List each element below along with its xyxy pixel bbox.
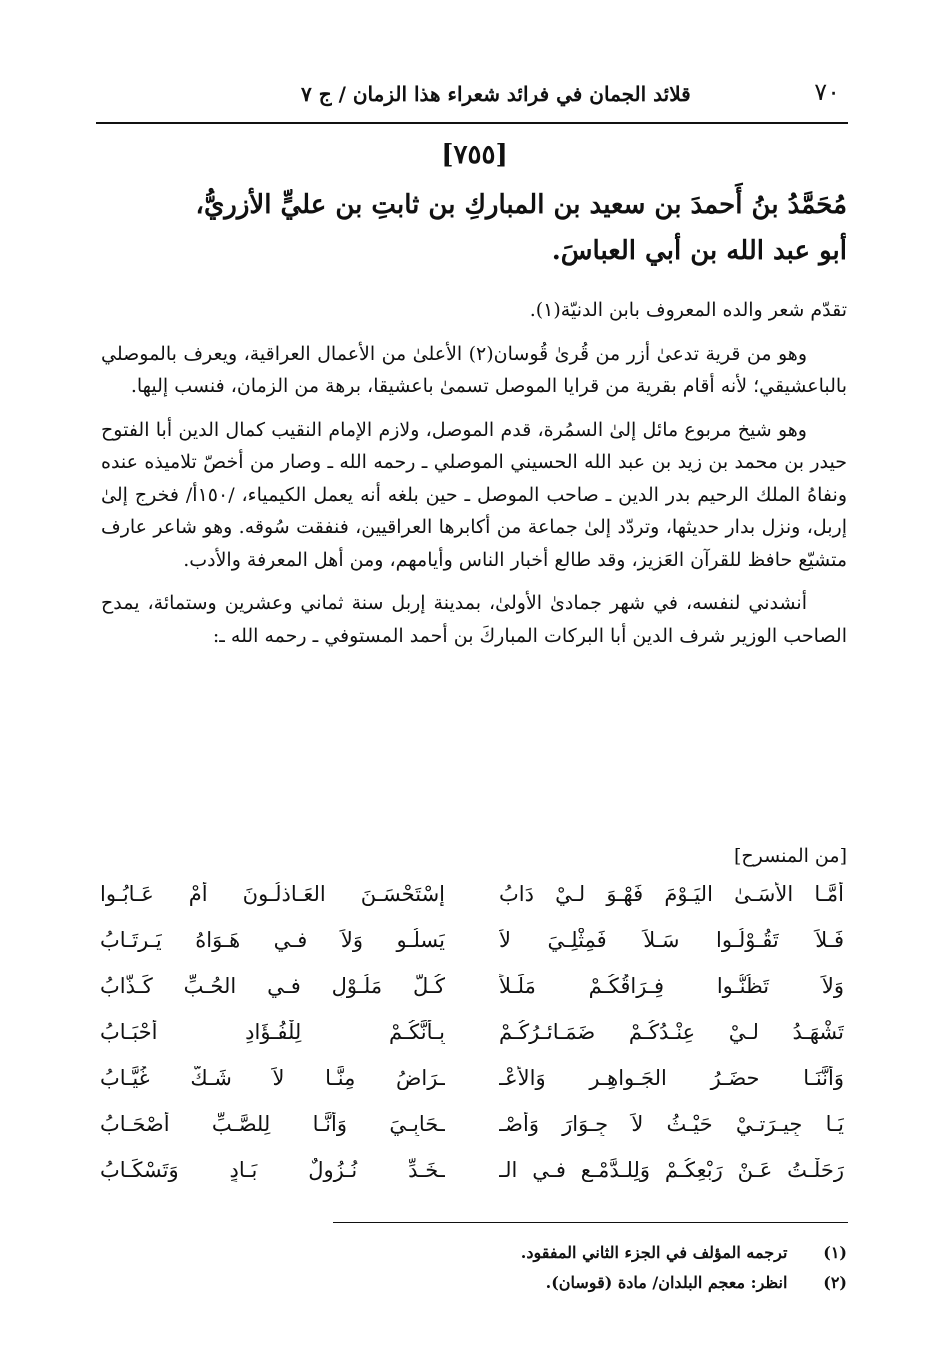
verse-first-hemistich: رَحَلْـتُ عَـنْ رَبْعِكُـمْ وَلِلـدَّمْـعِ فـي الـ <box>499 1158 844 1182</box>
verse <box>96 882 848 928</box>
entry-name-line-1: مُحَمَّدُ بنُ أَحمدَ بن سعيد بن المباركِ بن ثابتِ بن عليٍّ الأزريُّ، <box>195 190 847 220</box>
footnote-mark: (٢) <box>823 1273 847 1292</box>
poem-meter: [من المنسرح] <box>734 845 847 867</box>
footnote <box>101 1268 847 1298</box>
footnote-text: انظر: معجم البلدان/ مادة (قوسان). <box>545 1273 788 1292</box>
paragraph-2: وهو من قرية تدعىٰ أزر من قُرىٰ قُوسان(٢) الأعلىٰ من الأعمال العراقية، ويعرف بالموصلي بالباعشيقي؛ لأنه أقام بقرية من قرايا الموصل تسمىٰ باعشيقا، برهة من الزمان، فنسب إليها. <box>101 342 847 397</box>
footnote-mark: (١) <box>823 1243 847 1262</box>
page-number: ٧٠ <box>814 78 840 106</box>
verse-first-hemistich: فَـلاَ تَقُـوْلُـوا سَـلاَ فَمِثْلِـيَ لاَ <box>499 928 844 952</box>
verse-second-hemistich: يَسلُـو وَلاَ فـي هَـوَاهُ يَـرتَـابُ <box>100 928 445 952</box>
verse <box>96 928 848 974</box>
verse <box>96 1020 848 1066</box>
header-rule <box>96 122 848 124</box>
verse-first-hemistich: يَـا جِيـرَتـيْ حَيْـثُ لاَ جِـوَارَ وَأَصْـ <box>499 1112 844 1136</box>
entry-number: [٧٥٥] <box>441 140 508 170</box>
paragraph-3: وهو شيخ مربوع مائل إلىٰ السمُرة، قدم الموصل، ولازم الإمام النقيب كمال الدين أبا الفتوح حيدر بن محمد بن زيد بن عبد الله الحسيني الموصلي ـ رحمه الله ـ وصار من أخصّ تلاميذه عنده ونفاهُ الملك الرحيم بدر الدين ـ صاحب الموصل ـ حين بلغه أنه يعمل الكيمياء، /١٥٠أ/ فخرج إلىٰ إربل، ونزل بدار حديثها، وتردّد إلىٰ جماعة من أكابرها العراقيين، فنفقت سُوقه. وهو شاعر عارف متشيّع حافظ للقرآن العَزيز، وقد طالع أخبار الناس وأيامهم، ومن أهل المعرفة والأدب. <box>101 418 847 571</box>
footnote <box>101 1238 847 1268</box>
poem <box>96 882 848 1204</box>
running-title: قلائد الجمان في فرائد شعراء هذا الزمان / ج ٧ <box>301 82 691 106</box>
verse-second-hemistich: ـخَـدِّ نُـزُولٌ بَـادٍ وَتَسْكَـابُ <box>100 1158 445 1182</box>
footnote-text: ترجمه المؤلف في الجزء الثاني المفقود. <box>520 1243 788 1262</box>
verse <box>96 1112 848 1158</box>
paragraph-1: تقدّم شعر والده المعروف بابن الدنيّة(١). <box>529 299 847 321</box>
verse-first-hemistich: أَمَّـا الأَسَـىٰ اليَـوْمَ فَهْـوَ لـيْ دَابُ <box>499 882 844 906</box>
verse-first-hemistich: وَأنَّنَـا حضَـرُ الجَـواهِـرِ وَالأَعْـ <box>499 1066 844 1090</box>
verse-first-hemistich: تَشْهَـدُ لـيْ عِنْـدُكُـمْ ضَمَـائـرُكُـمْ <box>499 1020 844 1044</box>
footnote-rule <box>333 1222 848 1223</box>
verse-second-hemistich: ـحَابِـيَ وَأَنَّـا لِلصَّـبِّ أَصْحَـابُ <box>100 1112 445 1136</box>
verse-second-hemistich: إسْتَحْسَـنَ العَـاذلُـونَ أمْ عَـابُـوا <box>100 882 445 906</box>
verse-first-hemistich: وَلاَ تَظُنُّـوا فِـرَاقُكُـمْ مَلَـلاً <box>499 974 844 998</box>
verse <box>96 1066 848 1112</box>
verse <box>96 1158 848 1204</box>
verse-second-hemistich: بِـأنَّكُـمْ لِلْفُـؤَادِ أحْبَـابُ <box>100 1020 445 1044</box>
footnotes <box>101 1238 847 1298</box>
verse-second-hemistich: كُـلُّ مَلُـوْلٍ فـي الحُـبِّ كَـذَّابُ <box>100 974 445 998</box>
running-header <box>96 70 848 118</box>
paragraph-4: أنشدني لنفسه، في شهر جمادىٰ الأولىٰ، بمدينة إربل سنة ثماني وعشرين وستمائة، يمدح الصاحب الوزير شرف الدين أبا البركات المباركَ بن أحمد المستوفي ـ رحمه الله ـ: <box>101 592 847 647</box>
body-text <box>101 294 847 663</box>
verse-second-hemistich: ـرَاضُ مِنَّـا لاَ شَـكَّ غُيَّـابُ <box>100 1066 445 1090</box>
verse <box>96 974 848 1020</box>
entry-name-line-2: أبو عبد الله بن أبي العباسَ. <box>551 236 847 266</box>
